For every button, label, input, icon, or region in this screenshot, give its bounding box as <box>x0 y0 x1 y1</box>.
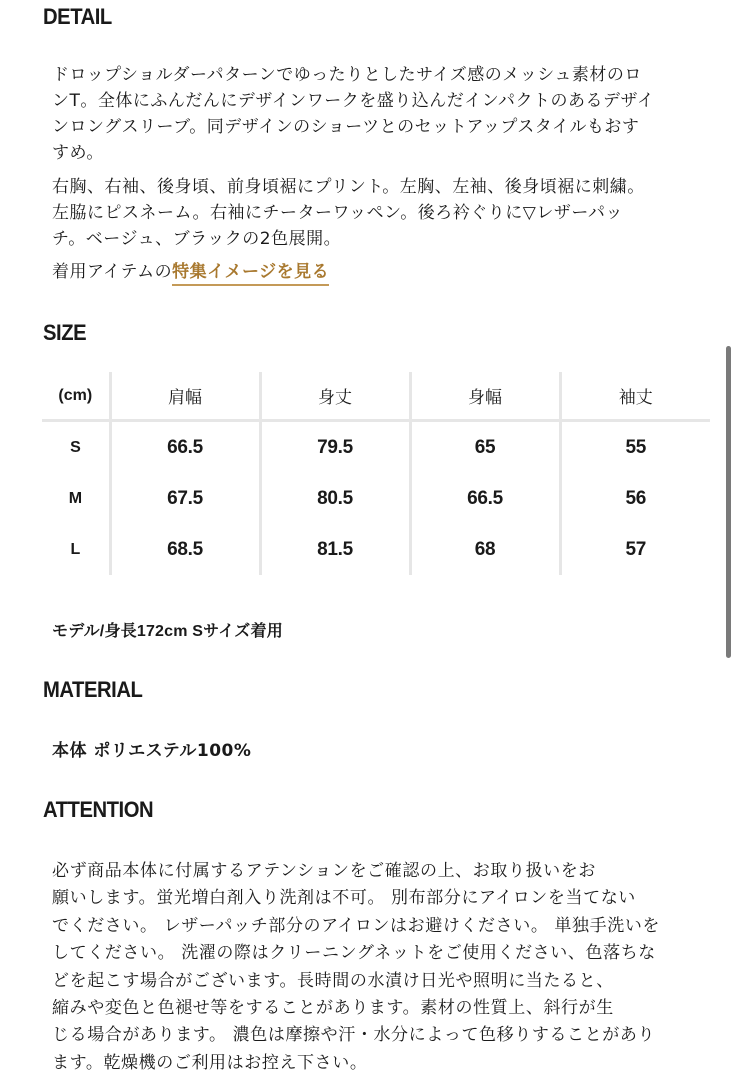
detail-description <box>52 62 702 166</box>
feature-image-link[interactable]: 特集イメージを見る <box>172 262 329 286</box>
size-label: M <box>68 489 82 507</box>
table-cell: 67.5 <box>110 473 260 524</box>
table-cell: 66.5 <box>410 473 560 524</box>
text-line: 願いします。蛍光増白剤入り洗剤は不可。 別布部分にアイロンを当てない <box>52 888 636 909</box>
table-cell: 68.5 <box>110 524 260 575</box>
shoulder-header: 肩幅 <box>110 372 260 421</box>
table-cell: 81.5 <box>260 524 410 575</box>
text-line: ドロップショルダーパターンでゆったりとしたサイズ感のメッシュ素材のロ <box>52 65 642 85</box>
table-cell: 56 <box>560 473 710 524</box>
table-cell: 66.5 <box>110 421 260 474</box>
scrollbar[interactable] <box>726 346 731 658</box>
attention-body <box>52 858 702 1077</box>
table-cell: 79.5 <box>260 421 410 474</box>
table-row <box>42 473 710 524</box>
table-row <box>42 524 710 575</box>
table-cell: 80.5 <box>260 473 410 524</box>
table-cell: 55 <box>560 421 710 474</box>
text-line: 右胸、右袖、後身頃、前身頃裾にプリント。左胸、左袖、後身頃裾に刺繍。 <box>52 177 645 197</box>
size-label: S <box>70 438 81 456</box>
table-cell: 57 <box>560 524 710 575</box>
text-line: ンロングスリーブ。同デザインのショーツとのセットアップスタイルもおす <box>52 117 640 137</box>
width-header: 身幅 <box>410 372 560 421</box>
sleeve-header: 袖丈 <box>560 372 710 421</box>
text-line: チ。ベージュ、ブラックの2色展開。 <box>52 229 342 249</box>
text-line: じる場合があります。 濃色は摩擦や汗・水分によって色移りすることがあり <box>52 1025 656 1046</box>
text-line: でください。 レザーパッチ部分のアイロンはお避けください。 単独手洗いを <box>52 915 661 936</box>
text-line: 左脇にピスネーム。右袖にチーターワッペン。後ろ衿ぐりに▽レザーパッ <box>52 203 624 223</box>
feature-line <box>52 259 702 285</box>
attention-heading: ATTENTION <box>43 797 154 822</box>
text-line: すめ。 <box>52 143 104 163</box>
material-heading: MATERIAL <box>43 677 143 702</box>
table-cell: 68 <box>410 524 560 575</box>
text-line: 縮みや変色と色褪せ等をすることがあります。素材の性質上、斜行が生 <box>52 998 614 1019</box>
material-body: 本体 ポリエステル100% <box>52 741 252 761</box>
table-cell: 65 <box>410 421 560 474</box>
text-line: どを起こす場合がございます。長時間の水漬け日光や照明に当たると、 <box>52 970 614 991</box>
table-row <box>42 421 710 474</box>
detail-heading: DETAIL <box>43 4 112 29</box>
text-line: 必ず商品本体に付属するアテンションをご確認の上、お取り扱いをお <box>52 861 596 881</box>
size-table <box>42 372 710 575</box>
text-line: してください。 洗濯の際はクリーニングネットをご使用ください、色落ちな <box>52 943 656 964</box>
text-line: ます。乾燥機のご利用はお控え下さい。 <box>52 1052 368 1073</box>
size-label: L <box>70 540 80 558</box>
detail-spec <box>52 174 702 252</box>
size-heading: SIZE <box>43 320 87 345</box>
size-table-header <box>42 372 710 421</box>
unit-header: (cm) <box>42 372 110 421</box>
text-line: ンT。全体にふんだんにデザインワークを盛り込んだインパクトのあるデザイ <box>52 91 655 111</box>
model-size-note: モデル/身長172cm Sサイズ着用 <box>52 623 283 640</box>
length-header: 身丈 <box>260 372 410 421</box>
feature-prefix: 着用アイテムの <box>52 262 173 282</box>
